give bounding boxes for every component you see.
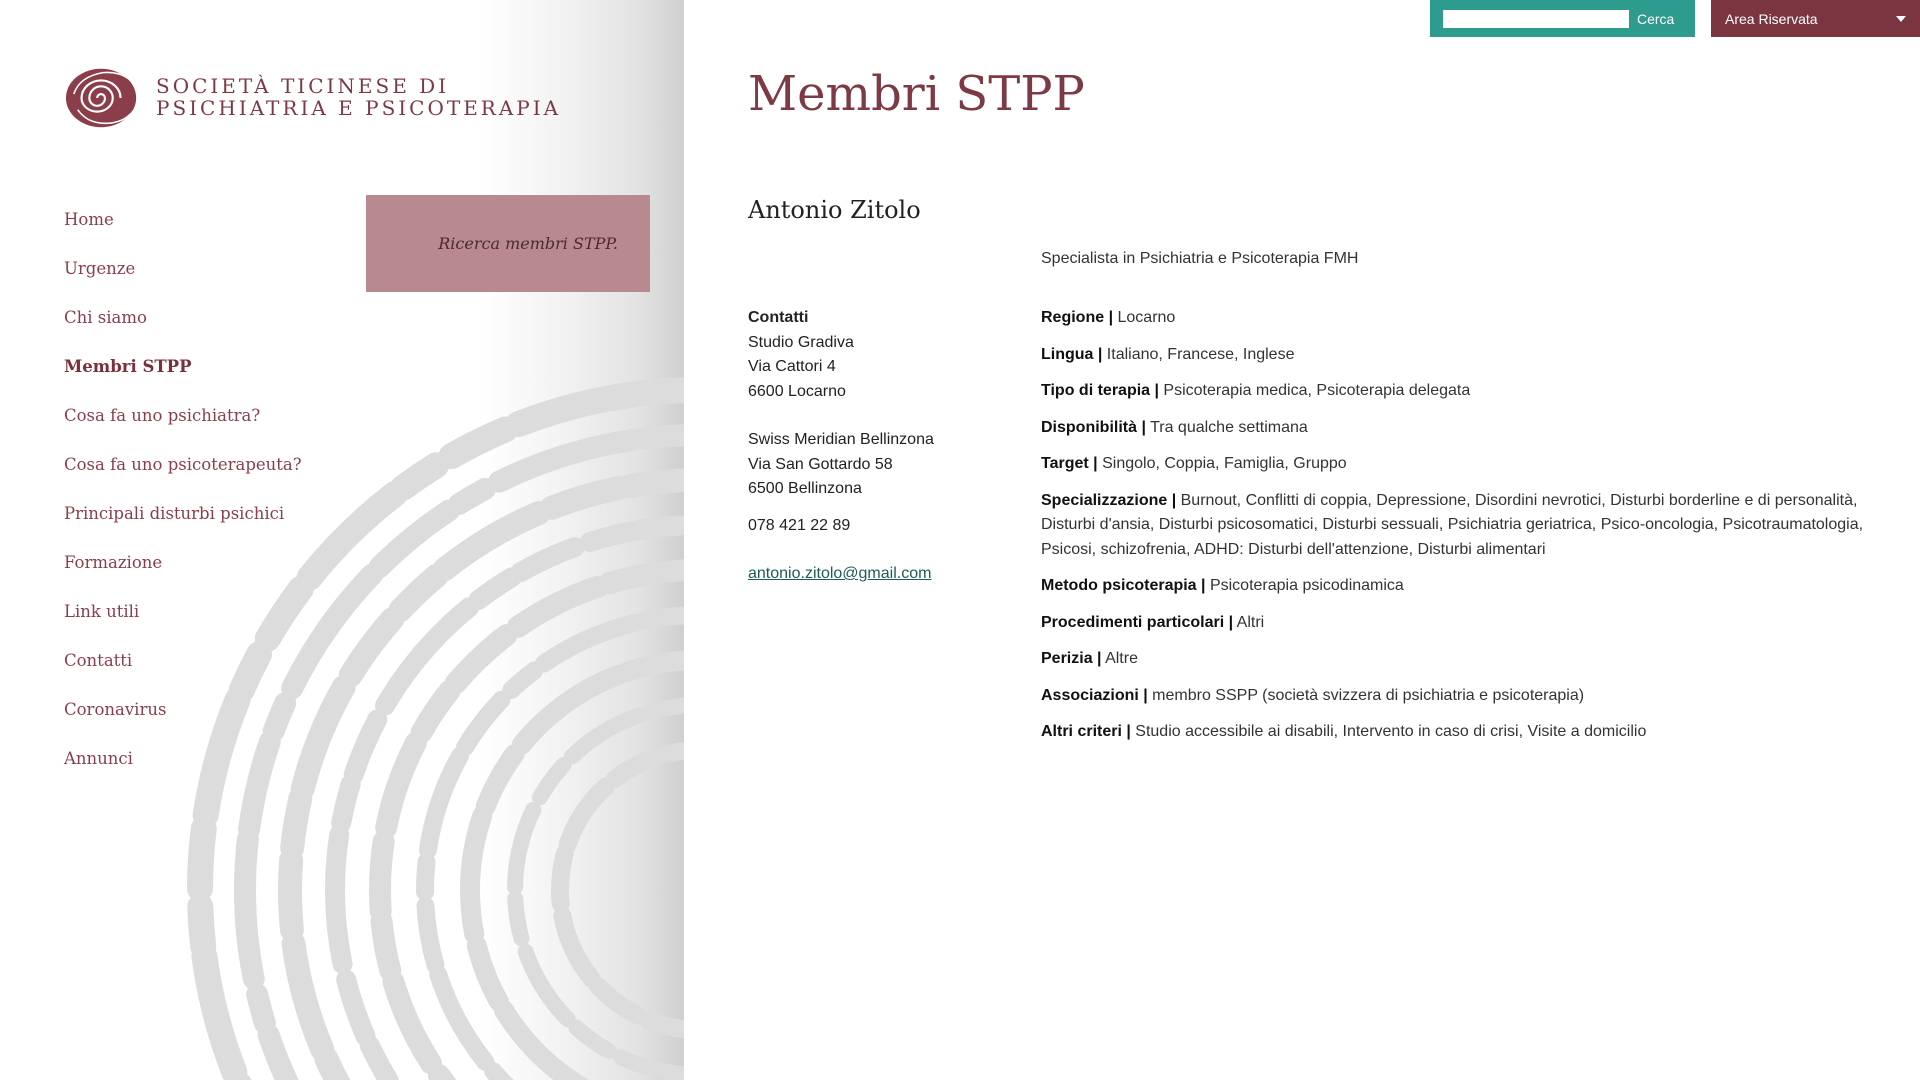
logo-line-2: PSICHIATRIA E PSICOTERAPIA xyxy=(156,96,562,120)
nav-item-chi-siamo[interactable]: Chi siamo xyxy=(64,308,147,327)
detail-key: Metodo psicoterapia | xyxy=(1041,577,1206,594)
nav-item-membri-stpp[interactable]: Membri STPP xyxy=(64,357,192,376)
office-2-line: 6500 Bellinzona xyxy=(748,480,862,497)
detail-row xyxy=(1041,343,1871,368)
sidebar xyxy=(0,0,684,1080)
main-nav xyxy=(64,206,302,794)
detail-key: Regione | xyxy=(1041,309,1114,326)
site-search xyxy=(1430,0,1695,37)
phone-number: 078 421 22 89 xyxy=(748,516,851,534)
detail-row xyxy=(1041,647,1871,672)
search-members-button[interactable]: Ricerca membri STPP. xyxy=(366,195,650,292)
area-riservata-dropdown[interactable] xyxy=(1711,0,1920,37)
nav-item-home[interactable]: Home xyxy=(64,210,114,229)
nav-item-formazione[interactable]: Formazione xyxy=(64,553,163,572)
nav-item-contatti[interactable]: Contatti xyxy=(64,651,133,670)
detail-value: Altre xyxy=(1101,650,1138,667)
detail-key: Perizia | xyxy=(1041,650,1102,667)
member-name: Antonio Zitolo xyxy=(748,196,921,224)
detail-value: Singolo, Coppia, Famiglia, Gruppo xyxy=(1097,455,1347,472)
nav-item-urgenze[interactable]: Urgenze xyxy=(64,259,136,278)
detail-row xyxy=(1041,574,1871,599)
detail-value: Psicoterapia medica, Psicoterapia delegata xyxy=(1158,382,1471,399)
nav-item-cosa-fa-psicoterapeuta[interactable]: Cosa fa uno psicoterapeuta? xyxy=(64,455,302,474)
search-input[interactable] xyxy=(1443,10,1629,28)
chevron-down-icon xyxy=(1896,16,1906,22)
office-1-line: 6600 Locarno xyxy=(748,382,846,400)
nav-item-cosa-fa-psichiatra[interactable]: Cosa fa uno psichiatra? xyxy=(64,406,261,425)
nav-item-link-utili[interactable]: Link utili xyxy=(64,602,140,621)
detail-row xyxy=(1041,416,1871,441)
detail-key: Disponibilità | xyxy=(1041,418,1146,436)
detail-value: Italiano, Francese, Inglese xyxy=(1102,345,1295,363)
detail-row xyxy=(1041,684,1871,709)
detail-key: Procedimenti particolari | xyxy=(1041,613,1234,631)
detail-value: Altri xyxy=(1233,613,1265,631)
office-2-line: Swiss Meridian Bellinzona xyxy=(748,431,934,448)
office-2-line: Via San Gottardo 58 xyxy=(748,455,893,473)
detail-value: Psicoterapia psicodinamica xyxy=(1205,577,1404,594)
detail-key: Altri criteri | xyxy=(1041,723,1131,740)
detail-value: Tra qualche settimana xyxy=(1145,418,1308,436)
detail-key: Target | xyxy=(1041,455,1098,472)
contacts-block xyxy=(748,306,934,587)
detail-row xyxy=(1041,452,1871,477)
member-details xyxy=(1041,306,1871,757)
email-link[interactable]: antonio.zitolo@gmail.com xyxy=(748,565,932,582)
contacts-label: Contatti xyxy=(748,309,809,326)
nav-item-coronavirus[interactable]: Coronavirus xyxy=(64,700,167,719)
detail-row xyxy=(1041,611,1871,636)
detail-row xyxy=(1041,306,1871,331)
detail-value: Studio accessibile ai disabili, Intervento in caso di crisi, Visite a domicilio xyxy=(1130,723,1647,740)
office-1-line: Studio Gradiva xyxy=(748,333,854,351)
nav-item-principali-disturbi[interactable]: Principali disturbi psichici xyxy=(64,504,285,523)
nav-item-annunci[interactable]: Annunci xyxy=(64,749,133,768)
site-logo[interactable] xyxy=(64,64,561,130)
detail-value: Locarno xyxy=(1113,309,1176,326)
detail-key: Specializzazione | xyxy=(1041,491,1177,509)
detail-value: Burnout, Conflitti di coppia, Depressione, Disordini nevrotici, Disturbi borderline e di personalità, Disturbi d'ansia, Disturbi psicosomatici, Disturbi sessuali, Psichiatria geriatrica, Psico-oncologia, Psicotraumatologia, Psicosi, schizofrenia, ADHD: Disturbi dell'attenzione, Disturbi alimentari xyxy=(1041,491,1864,558)
area-riservata-label: Area Riservata xyxy=(1725,10,1818,27)
page-title: Membri STPP xyxy=(748,66,1085,122)
detail-key: Lingua | xyxy=(1041,345,1103,363)
search-button[interactable]: Cerca xyxy=(1637,10,1675,27)
office-1-line: Via Cattori 4 xyxy=(748,358,836,375)
logo-spiral-icon xyxy=(64,64,142,130)
detail-value: membro SSPP (società svizzera di psichiatria e psicoterapia) xyxy=(1147,686,1585,704)
detail-key: Associazioni | xyxy=(1041,686,1148,704)
detail-key: Tipo di terapia | xyxy=(1041,382,1159,399)
detail-row xyxy=(1041,379,1871,404)
detail-row xyxy=(1041,489,1871,563)
logo-text xyxy=(156,75,561,119)
member-qualification: Specialista in Psichiatria e Psicoterapia FMH xyxy=(1041,250,1359,267)
logo-line-1: SOCIETÀ TICINESE DI xyxy=(156,74,450,98)
detail-row xyxy=(1041,720,1871,745)
